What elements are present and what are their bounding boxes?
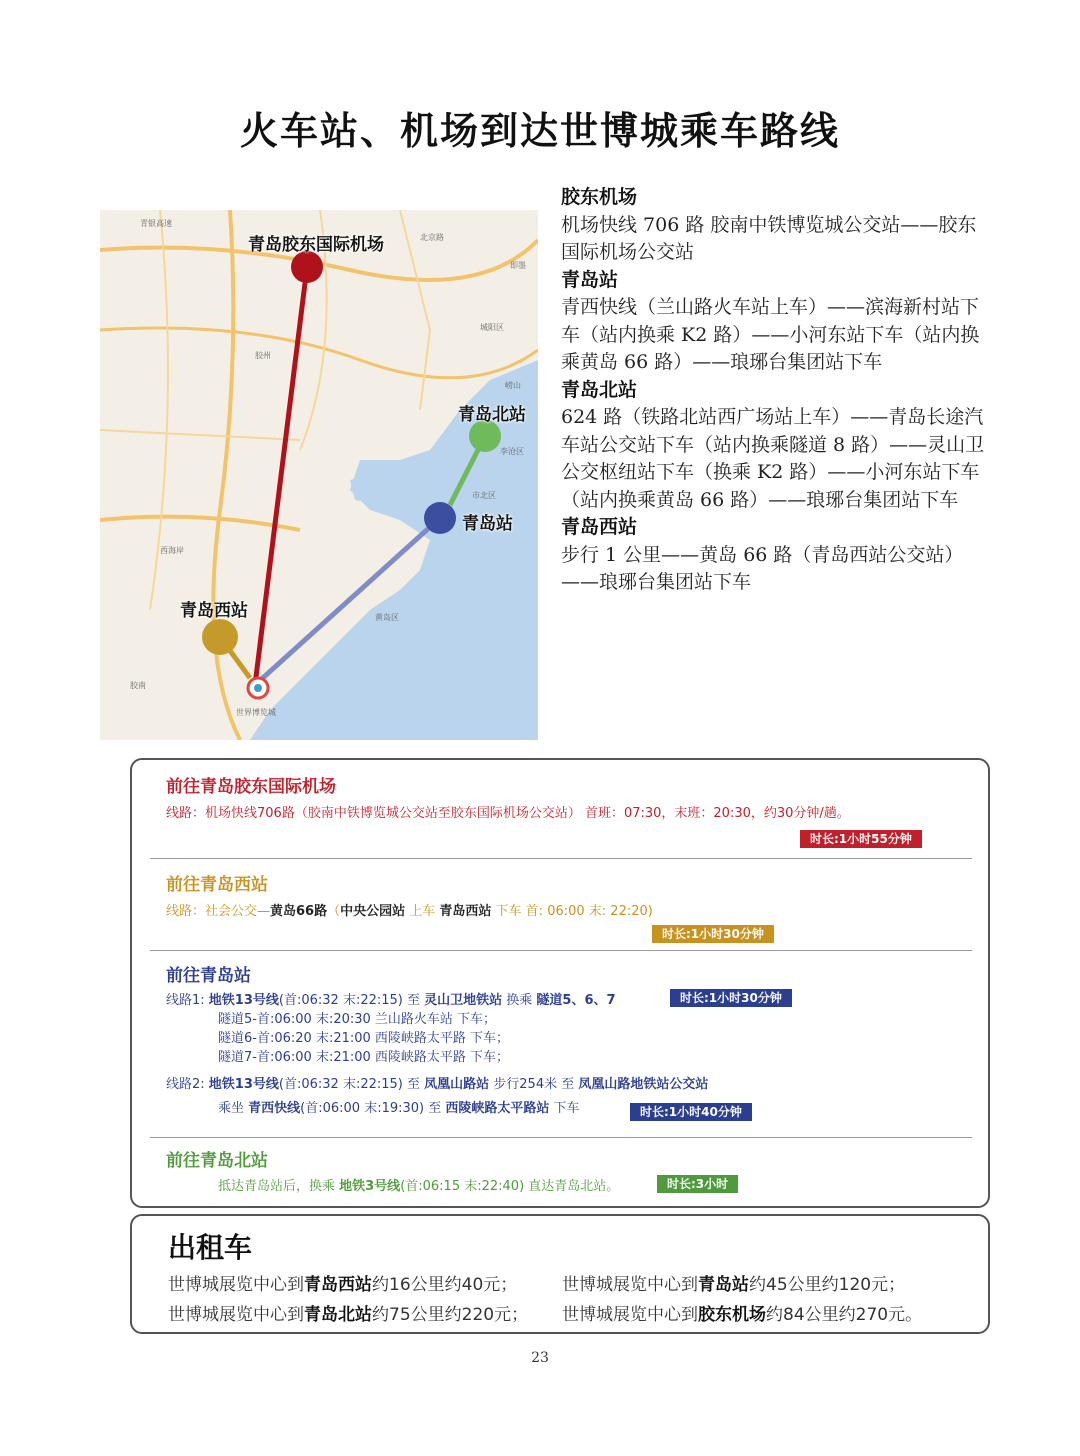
qingdao-tunnel-line: 隧道7-首:06:00 末:21:00 西陵峡路太平路 下车； bbox=[218, 1050, 510, 1065]
route-map bbox=[100, 210, 538, 740]
divider bbox=[150, 950, 972, 951]
section-title-airport: 前往青岛胶东国际机场 bbox=[166, 777, 336, 797]
taxi-title: 出租车 bbox=[168, 1231, 253, 1264]
duration-badge-qingdao-2: 时长:1小时40分钟 bbox=[630, 1103, 752, 1121]
route-heading: 胶东机场 bbox=[561, 186, 638, 208]
map-place-name: 北京路 bbox=[420, 233, 444, 242]
taxi-box bbox=[130, 1214, 990, 1334]
taxi-fare-item: 世博城展览中心到胶东机场约84公里约270元。 bbox=[562, 1305, 923, 1325]
route-heading: 青岛北站 bbox=[561, 378, 638, 401]
qingdao-tunnel-line: 隧道6-首:06:20 末:21:00 西陵峡路太平路 下车； bbox=[218, 1031, 510, 1046]
route-text: 机场快线 706 路 胶南中铁博览城公交站——胶东国际机场公交站 bbox=[561, 213, 977, 263]
page-number: 23 bbox=[531, 1350, 549, 1366]
map-place-name: 黄岛区 bbox=[375, 613, 399, 622]
map-label-west: 青岛西站 bbox=[180, 601, 248, 621]
map-place-name: 崂山 bbox=[505, 381, 521, 390]
airport-marker bbox=[291, 251, 323, 283]
taxi-fare-item: 世博城展览中心到青岛西站约16公里约40元； bbox=[168, 1275, 518, 1295]
duration-badge-north: 时长:3小时 bbox=[657, 1175, 738, 1193]
section-title-west: 前往青岛西站 bbox=[166, 875, 268, 895]
route-text: 步行 1 公里——黄岛 66 路（青岛西站公交站）——琅琊台集团站下车 bbox=[561, 543, 964, 593]
duration-badge-qingdao-1: 时长:1小时30分钟 bbox=[670, 989, 792, 1007]
map-place-name: 城阳区 bbox=[480, 323, 504, 332]
section-title-qingdao: 前往青岛站 bbox=[166, 966, 251, 986]
route-text: 青西快线（兰山路火车站上车）——滨海新村站下车（站内换乘 K2 路）——小河东站下车（站内换乘黄岛 66 路）——琅琊台集团站下车 bbox=[561, 296, 980, 373]
taxi-fare-item: 世博城展览中心到青岛北站约75公里约220元； bbox=[168, 1305, 529, 1325]
map-graphic bbox=[100, 210, 538, 740]
qingdao-route1-line: 线路1: 地铁13号线(首:06:32 末:22:15) 至 灵山卫地铁站 换乘 隧道5、6、7 bbox=[166, 993, 616, 1008]
map-label-expo: 世界博览城 bbox=[236, 708, 276, 717]
section-title-north: 前往青岛北站 bbox=[166, 1151, 268, 1171]
route-line-airport bbox=[255, 267, 307, 685]
north-route-line: 抵达青岛站后，换乘 地铁3号线(首:06:15 末:22:40) 直达青岛北站。 bbox=[218, 1179, 620, 1194]
map-place-name: 胶州 bbox=[255, 351, 271, 360]
map-place-name: 青银高速 bbox=[140, 219, 172, 228]
map-place-name: 即墨 bbox=[510, 261, 526, 270]
route-text: 624 路（铁路北站西广场站上车）——青岛长途汽车站公交站下车（站内换乘隧道 8 路）——灵山卫公交枢纽站下车（换乘 K2 路）——小河东站下车（站内换乘黄岛 66 路）——琅琊台集团站下车 bbox=[561, 406, 985, 511]
route-descriptions bbox=[561, 184, 986, 597]
bus-routes-box bbox=[130, 758, 990, 1208]
west-route-line: 线路：社会公交—黄岛66路（中央公园站 上车 青岛西站 下车 首: 06:00 末: 22:20) bbox=[166, 904, 653, 919]
airport-route-line: 线路：机场快线706路（胶南中铁博览城公交站至胶东国际机场公交站） 首班：07:30，末班：20:30，约30分钟/趟。 bbox=[166, 806, 850, 821]
route-heading: 青岛西站 bbox=[561, 516, 638, 538]
page-title: 火车站、机场到达世博城乘车路线 bbox=[239, 109, 840, 153]
duration-badge-west: 时长:1小时30分钟 bbox=[652, 925, 774, 943]
west-station-marker bbox=[202, 619, 238, 655]
map-place-name: 胶南 bbox=[130, 681, 146, 690]
qingdao-station-marker bbox=[424, 502, 456, 534]
taxi-fare-item: 世博城展览中心到青岛站约45公里约120元； bbox=[562, 1275, 906, 1295]
route-heading: 青岛站 bbox=[561, 268, 619, 291]
divider bbox=[150, 858, 972, 859]
map-label-airport: 青岛胶东国际机场 bbox=[248, 235, 384, 255]
qingdao-route2-line: 线路2: 地铁13号线(首:06:32 末:22:15) 至 凤凰山路站 步行254米 至 凤凰山路地铁站公交站 bbox=[166, 1077, 709, 1092]
divider bbox=[150, 1137, 972, 1138]
map-place-name: 李沧区 bbox=[500, 447, 524, 456]
qingdao-tunnel-line: 隧道5-首:06:00 末:20:30 兰山路火车站 下车； bbox=[218, 1012, 497, 1027]
map-label-qingdao: 青岛站 bbox=[462, 514, 513, 534]
duration-badge-airport: 时长:1小时55分钟 bbox=[800, 830, 922, 848]
map-label-north: 青岛北站 bbox=[458, 405, 526, 425]
qingdao-route2-transfer-line: 乘坐 青西快线(首:06:00 末:19:30) 至 西陵峡路太平路站 下车 bbox=[218, 1101, 580, 1116]
map-place-name: 西海岸 bbox=[160, 546, 184, 555]
map-place-name: 市北区 bbox=[472, 491, 496, 500]
